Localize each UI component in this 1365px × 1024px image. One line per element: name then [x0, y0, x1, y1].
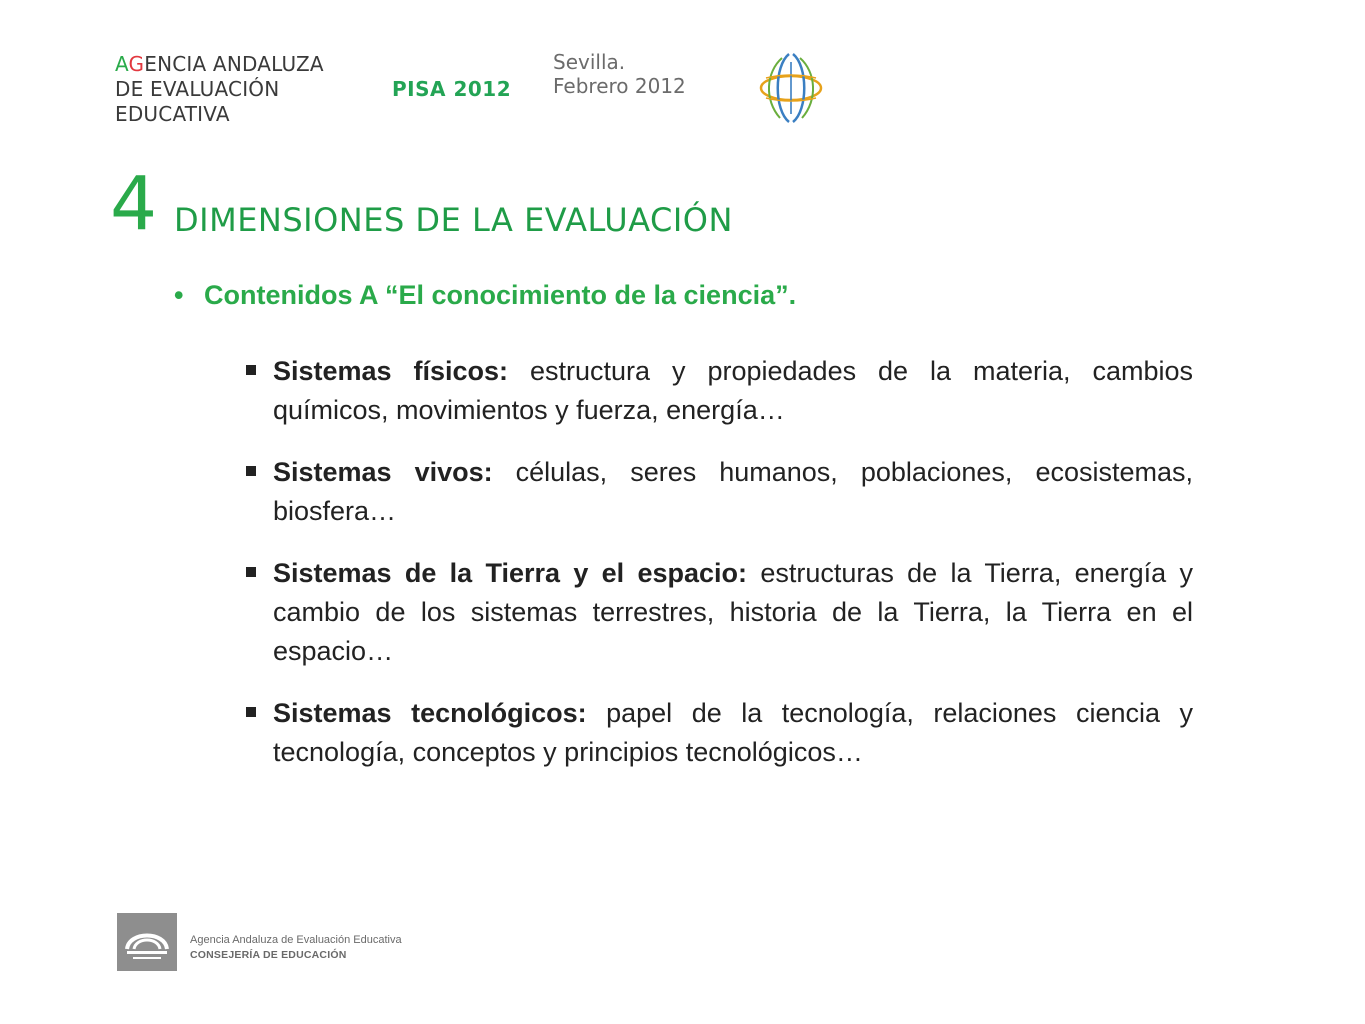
square-bullet-icon — [246, 707, 256, 717]
section-number: 4 — [110, 161, 158, 247]
agency-line-2: DE EVALUACIÓN — [115, 77, 280, 101]
place-date — [553, 50, 686, 98]
city-label: Sevilla. — [553, 50, 626, 74]
content-heading-text: Contenidos A “El conocimiento de la ciencia”. — [204, 280, 797, 310]
item-term: Sistemas tecnológicos: — [273, 698, 587, 728]
section-title: DIMENSIONES DE LA EVALUACIÓN — [174, 201, 733, 239]
item-term: Sistemas vivos: — [273, 457, 493, 487]
agency-letter-g: G — [128, 52, 145, 76]
agency-line-1 — [115, 52, 324, 77]
square-bullet-icon — [246, 567, 256, 577]
globe-logo-icon — [752, 48, 830, 128]
footer-agency-line: Agencia Andaluza de Evaluación Educativa — [190, 934, 402, 946]
square-bullet-icon — [246, 466, 256, 476]
content-list — [243, 352, 1193, 795]
agency-name — [115, 52, 324, 127]
list-item — [243, 554, 1193, 671]
agency-line-1-rest: ENCIA ANDALUZA — [144, 52, 324, 76]
agency-line-3: EDUCATIVA — [115, 102, 230, 126]
bullet-dot-icon: • — [174, 280, 184, 310]
program-label: PISA 2012 — [392, 77, 512, 101]
square-bullet-icon — [246, 365, 256, 375]
item-term: Sistemas físicos: — [273, 356, 509, 386]
item-term: Sistemas de la Tierra y el espacio: — [273, 558, 748, 588]
list-item — [243, 352, 1193, 430]
footer-institution — [190, 934, 402, 963]
list-item — [243, 453, 1193, 531]
footer-department-line: CONSEJERÍA DE EDUCACIÓN — [190, 949, 347, 961]
item-text: estructuras de la Tierra, energía y cambio de los sistemas terrestres, historia de la Tierra, la Tierra en el espacio… — [273, 558, 1193, 666]
content-heading — [174, 280, 796, 311]
agency-letter-a: A — [115, 52, 129, 76]
item-text: papel de la tecnología, relaciones ciencia y tecnología, conceptos y principios tecnológicos… — [273, 698, 1193, 767]
date-label: Febrero 2012 — [553, 74, 686, 98]
list-item — [243, 694, 1193, 772]
item-text: células, seres humanos, poblaciones, ecosistemas, biosfera… — [273, 457, 1193, 526]
junta-andalucia-logo-icon — [117, 913, 177, 971]
item-text: estructura y propiedades de la materia, cambios químicos, movimientos y fuerza, energía… — [273, 356, 1194, 425]
